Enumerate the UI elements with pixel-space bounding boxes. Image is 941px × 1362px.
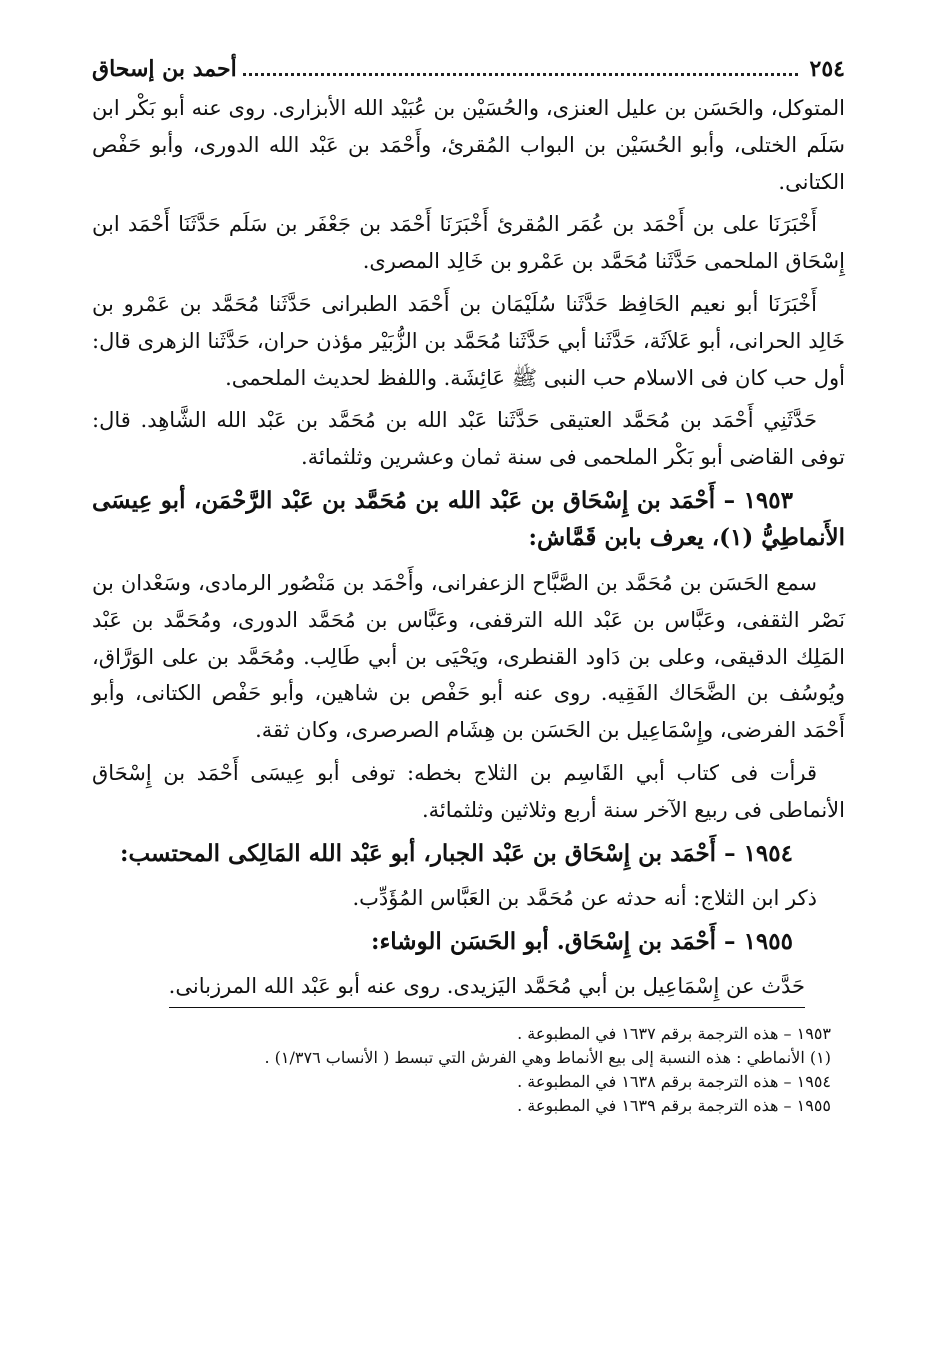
- paragraph-7: ذكر ابن الثلاج: أنه حدثه عن مُحَمَّد بن العَبَّاس المُؤَدِّب.: [352, 886, 817, 911]
- paragraph-8: حَدَّث عن إِسْمَاعِيل بن أبي مُحَمَّد اليَزيدى. روى عنه أبو عَبْد الله المرزبانى.: [169, 968, 805, 1008]
- paragraph-1: المتوكل، والحَسَن بن عليل العنزى، والحُسَيْن بن عُبَيْد الله الأبزارى. روى عنه أبو بَكْر ابن سَلَم الختلى، وأبو الحُسَيْن بن البواب المُقرئ، وأَحْمَد بن عَبْد الله الدورى، وأبو حَفْص الكتانى.: [92, 96, 845, 194]
- entry-heading-1953: ١٩٥٣ – أَحْمَد بن إِسْحَاق بن عَبْد الله بن مُحَمَّد بن عَبْد الرَّحْمَن، أبو عِيسَى الأَنماطِيُّ (١)، يعرف بابن قَمَّاش:: [92, 486, 845, 552]
- footnote-1954: ١٩٥٤ – هذه الترجمة برقم ١٦٣٨ في المطبوعة .: [517, 1072, 831, 1092]
- entry-heading-1954: ١٩٥٤ – أَحْمَد بن إِسْحَاق بن عَبْد الجبار، أبو عَبْد الله المَالِكى المحتسب:: [119, 839, 793, 867]
- footnotes: [92, 1022, 831, 1118]
- footnote-1953: ١٩٥٣ – هذه الترجمة برقم ١٦٣٧ في المطبوعة .: [517, 1024, 831, 1044]
- footnote-1955: ١٩٥٥ – هذه الترجمة برقم ١٦٣٩ في المطبوعة .: [517, 1096, 831, 1116]
- paragraph-8-wrap: [92, 968, 805, 1008]
- entry-heading-1955: ١٩٥٥ – أَحْمَد بن إِسْحَاق. أبو الحَسَن الوشاء:: [370, 927, 793, 955]
- page-number: ٢٥٤: [809, 56, 845, 82]
- running-title: أحمد بن إسحاق: [92, 56, 237, 82]
- paragraph-2: أَخْبَرَنَا على بن أَحْمَد بن عُمَر المُقرئ أَخْبَرَنَا أَحْمَد بن جَعْفَر بن سَلَم حَدَّثَنَا أَحْمَد ابن إِسْحَاق الملحمى حَدَّثَنا مُحَمَّد بن عَمْرو بن خَالِد المصرى.: [92, 212, 845, 274]
- header-dot-leader: [243, 73, 798, 76]
- footnote-1: (١) الأنماطي : هذه النسبة إلى بيع الأنماط وهي الفرش التي تبسط ( الأنساب ١/٣٧٦) .: [264, 1048, 831, 1068]
- paragraph-3: أَخْبَرَنَا أبو نعيم الحَافِظ حَدَّثَنا سُلَيْمَان بن أَحْمَد الطبرانى حَدَّثَنا مُحَمَّد بن عَمْرو بن خَالِد الحرانى، أبو عَلاَثَة، حَدَّثَنا أبي حَدَّثَنا مُحَمَّد بن الزُّبَيْر مؤذن حران، حَدَّثَنا الزهرى قال: أول حب كان فى الاسلام حب النبى ﷺ عَائِشَة. واللفظ لحديث الملحمى.: [92, 291, 845, 390]
- page-header: [92, 52, 845, 90]
- paragraph-4: حَدَّثَنِي أَحْمَد بن مُحَمَّد العتيقى حَدَّثَنا عَبْد الله بن مُحَمَّد بن عَبْد الله الشَّاهِد. قال: توفى القاضى أبو بَكْر الملحمى فى سنة ثمان وعشرين وثلثمائة.: [92, 408, 845, 470]
- paragraph-5: سمع الحَسَن بن مُحَمَّد بن الصَّبَّاح الزعفرانى، وأَحْمَد بن مَنْصُور الرمادى، وسَعْدان بن نَصْر الثقفى، وعَبَّاس بن عَبْد الله الترقفى، وعَبَّاس بن مُحَمَّد الدورى، ومُحَمَّد بن عَبْد المَلِك الدقيقى، وعلى بن دَاود القنطرى، ويَحْيَى بن أبي طَالِب. ومُحَمَّد بن على الوَرَّاق، ويُوسُف بن الضَّحَاك الفَقِيه. روى عنه أبو حَفْص بن شاهين، وأبو حَفْص الكتانى، وأبو أَحْمَد الفرضى، وإِسْمَاعِيل بن الحَسَن بن هِشَام الصرصرى، وكان ثقة.: [92, 570, 845, 743]
- paragraph-6: قرأت فى كتاب أبي القَاسِم بن الثلاج بخطه: توفى أبو عِيسَى أَحْمَد بن إِسْحَاق الأنماطى فى ربيع الآخر سنة أربع وثلاثين وثلثمائة.: [92, 760, 845, 822]
